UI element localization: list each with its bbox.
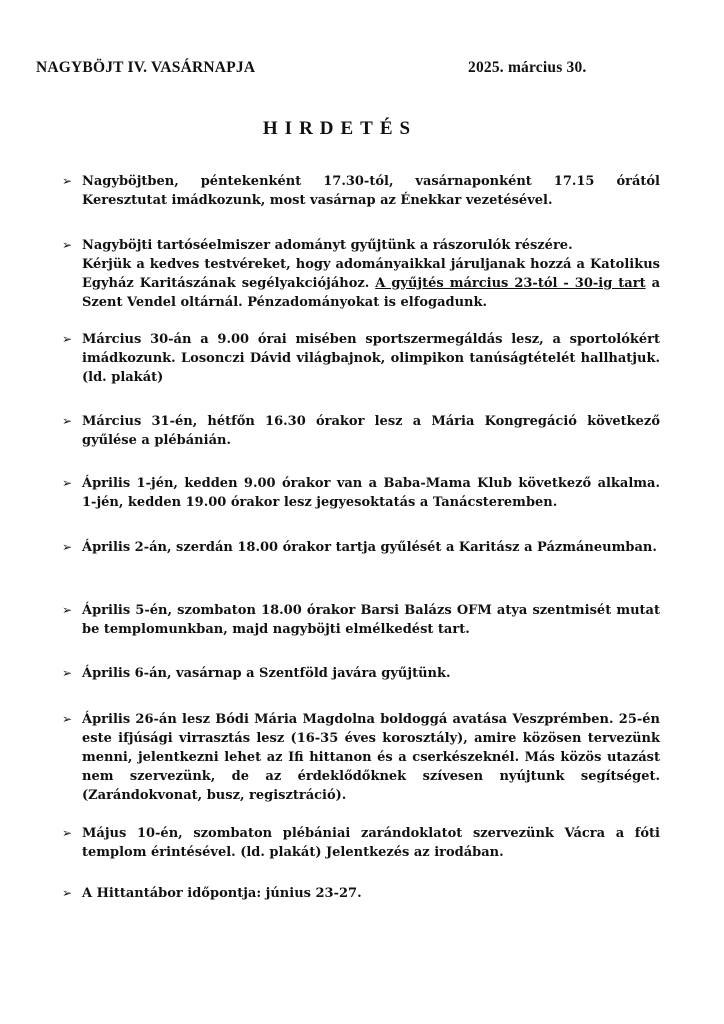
arrow-bullet-icon: ➢ (62, 540, 73, 554)
announcement-text: Május 10-én, szombaton plébániai zarándoklatot szervezünk Vácra a fóti templom érintésével. (ld. plakát) Jelentkezés az irodában. (82, 826, 660, 860)
announcement-text: Április 5-én, szombaton 18.00 órakor Barsi Balázs OFM atya szentmisét mutat be templomunkban, majd nagyböjti elmélkedést tart. (82, 603, 660, 637)
arrow-bullet-icon: ➢ (62, 476, 73, 490)
announcement-item (62, 172, 660, 210)
announcement-item (62, 474, 660, 512)
arrow-bullet-icon: ➢ (62, 886, 73, 900)
announcement-text: Április 1-jén, kedden 9.00 órakor van a Baba-Mama Klub következő alkalma. 1-jén, kedden 19.00 órakor lesz jegyesoktatás a Tanácsteremben. (82, 476, 660, 510)
arrow-bullet-icon: ➢ (62, 238, 73, 252)
arrow-bullet-icon: ➢ (62, 332, 73, 346)
announcement-item (62, 236, 660, 312)
announcement-text: Március 31-én, hétfőn 16.30 órakor lesz a Mária Kongregáció következő gyűlése a plébánián. (82, 414, 660, 448)
announcement-text: Nagyböjti tartóséelmiszer adományt gyűjtünk a rászorulók részére. (82, 238, 573, 253)
arrow-bullet-icon: ➢ (62, 712, 73, 726)
announcement-text: Április 26-án lesz Bódi Mária Magdolna boldoggá avatása Veszprémben. 25-én este ifjúsági virrasztás lesz (16-35 éves korosztály), amire közösen tervezünk menni, jelentkezni lehet az Ifi hittanon és a cserkészeknél. Más közös utazást nem szervezünk, de az érdeklődőknek szívesen nyújtunk segítséget. (Zarándokvonat, busz, regisztráció). (82, 712, 660, 803)
announcement-text: Április 2-án, szerdán 18.00 órakor tartja gyűlését a Karitász a Pázmáneumban. (82, 540, 657, 555)
announcement-text: Április 6-án, vasárnap a Szentföld javára gyűjtünk. (82, 666, 451, 681)
collection-dates-underlined: A gyűjtés március 23-tól - 30-ig tart (375, 276, 646, 291)
announcement-item (62, 412, 660, 450)
announcement-item (62, 538, 660, 557)
arrow-bullet-icon: ➢ (62, 174, 73, 188)
date: 2025. március 30. (468, 59, 587, 76)
announcement-item (62, 664, 660, 683)
arrow-bullet-icon: ➢ (62, 666, 73, 680)
announcement-item (62, 330, 660, 387)
announcement-subtext (82, 255, 660, 312)
page-title: HIRDETÉS (262, 118, 418, 139)
subtext-part: a Szent Vendel oltárnál. Pénzadományokat is elfogadunk. (82, 276, 660, 310)
arrow-bullet-icon: ➢ (62, 826, 73, 840)
arrow-bullet-icon: ➢ (62, 603, 73, 617)
announcement-text: Nagyböjtben, péntekenként 17.30-tól, vasárnaponként 17.15 órától Keresztutat imádkozunk, most vasárnap az Énekkar vezetésével. (82, 174, 660, 208)
sunday-name: NAGYBÖJT IV. VASÁRNAPJA (36, 59, 256, 76)
announcement-item (62, 710, 660, 805)
subtext-part: Kérjük a kedves testvéreket, hogy adományaikkal járuljanak hozzá a Katolikus Egyház Karitászának segélyakciójához. (82, 257, 660, 291)
announcement-text: A Hittantábor időpontja: június 23-27. (82, 886, 362, 901)
arrow-bullet-icon: ➢ (62, 414, 73, 428)
announcement-item (62, 824, 660, 862)
announcement-item (62, 884, 660, 903)
announcement-item (62, 601, 660, 639)
announcement-text: Március 30-án a 9.00 órai misében sportszermegáldás lesz, a sportolókért imádkozunk. Losonczi Dávid világbajnok, olimpikon tanúságtételét hallhatjuk. (ld. plakát) (82, 332, 660, 385)
